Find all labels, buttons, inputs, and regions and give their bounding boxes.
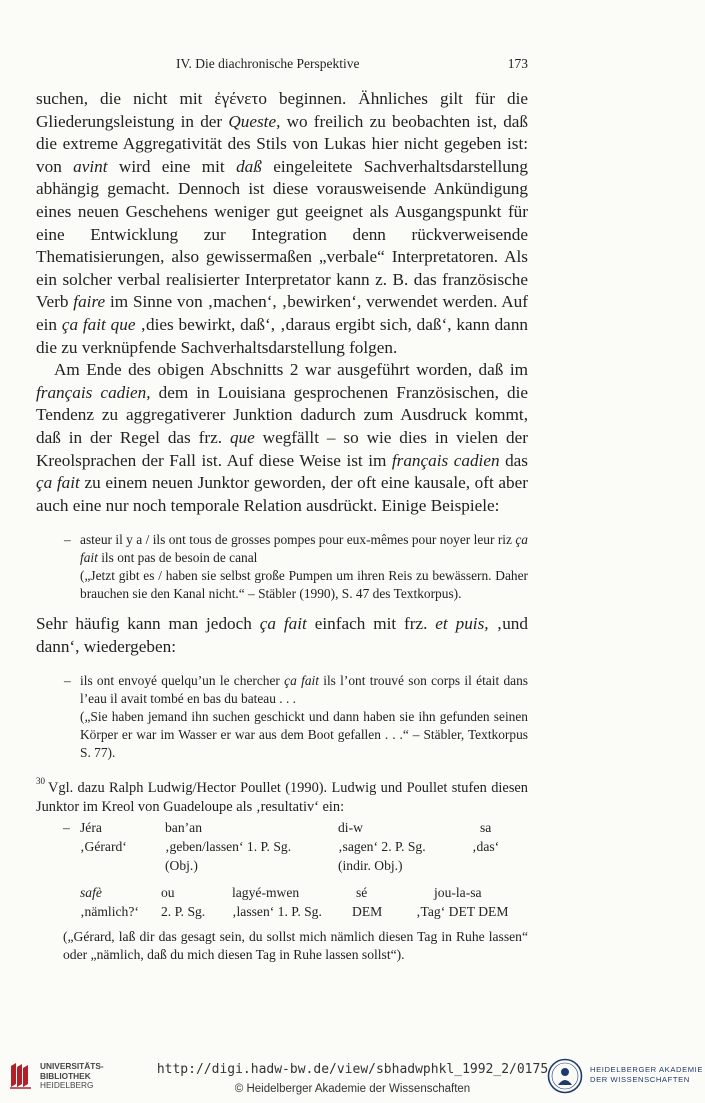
text-run: asteur il y a / ils ont tous de grosses pompes pour eux-mêmes pour noyer leur riz [80,532,516,548]
paragraph-3 [36,613,528,658]
italic-run: avint [73,156,108,176]
italic-run: Queste, [228,111,281,131]
gloss-word: sa [480,820,492,836]
page-number: 173 [507,56,528,71]
gloss-word: Jéra [80,820,102,836]
library-line: UNIVERSITÄTS- [40,1061,104,1071]
source-url-link[interactable]: http://digi.hadw-bw.de/view/sbhadwphkl_1992_2/0175 [156,1062,549,1077]
academy-line: HEIDELBERGER AKADEMIE [590,1065,704,1074]
gloss-label: ‚nämlich?‘ [80,904,139,920]
italic-run: ça fait [36,473,80,493]
copyright-notice: © Heidelberger Akademie der Wissenschaften [234,1083,471,1095]
gloss-word: di-w [338,820,363,836]
italic-run: ça fait [284,673,319,689]
example-2-translation: („Sie haben jemand ihn suchen geschickt und dann haben sie ihn gefunden seinen Körper er war im Wasser er war aus dem Boot gefallen . . .“ – Stäbler, Textkorpus S. 77). [80,709,528,761]
text-run: ‚und dann‘, wiedergeben: [36,614,528,656]
text-run: das [499,450,528,470]
footnote-text-block [36,774,528,816]
paragraph-1 [36,88,528,359]
footnote-translation: („Gérard, laß dir das gesagt sein, du sollst mich nämlich diesen Tag in Ruhe lassen“ oder „nämlich, daß du mich diesen Tag in Ruhe lassen sollst“). [63,929,528,963]
italic-run: ça fait que [61,314,136,334]
footnote-number: 30 [36,776,45,787]
text-run: ils l’ont trouvé son corps il était dans l’eau il avait tombé en bas du bateau . . . [80,673,529,707]
text-run: suchen, die nicht mit [36,89,215,108]
gloss-label: ‚sagen‘ 2. P. Sg. [338,839,426,855]
gloss-1-words [36,819,528,838]
gloss-dash: – [63,820,70,836]
italic-run: ça fait [80,532,528,566]
italic-run: et puis, [435,614,489,634]
text-run: Am Ende des obigen Abschnitts 2 war ausgeführt worden, daß im [54,360,528,380]
text-run: ‚dies bewirkt, daß‘, ‚daraus ergibt sich, daß‘, kann dann die zu verknüpfende Sachverhaltsdarstellung folgen. [36,314,529,357]
chapter-title: IV. Die diachronische Perspektive [176,56,360,71]
text-run: zu einem neuen Junktor geworden, der oft eine kausale, oft aber auch eine nur noch temporale Relation ausdrückt. Einige Beispiele: [36,473,528,515]
example-dash: – [64,532,71,548]
example-dash: – [64,673,71,689]
italic-run: ça fait [259,614,307,634]
text-run: wegfällt – so wie dies in vielen der Kreolsprachen der Fall ist. Auf diese Weise ist im [36,427,528,470]
gloss-label: DEM [352,904,383,920]
gloss-1-glosses [36,838,528,857]
italic-run: français cadien [391,450,500,470]
text-run: Sehr häufig kann man jedoch [36,614,260,634]
gloss-word: ou [161,885,175,901]
gloss-word: ban’an [165,820,202,836]
example-1-text [80,531,528,567]
gloss-word: lagyé-mwen [232,885,300,901]
library-line: BIBLIOTHEK [40,1070,91,1081]
academy-line: DER WISSENSCHAFTEN [590,1075,690,1084]
footnote-text: Vgl. dazu Ralph Ludwig/Hector Poullet (1990). Ludwig und Poullet stufen diesen Junktor im Kreol von Guadeloupe als ‚resultativ‘ ein: [36,780,528,815]
gloss-label: ‚das‘ [472,839,500,855]
example-2 [36,672,528,762]
gloss-2-words [36,884,528,903]
text-run: ἐγένετο [214,89,267,108]
text-run: wo freilich zu beobachten ist, daß die extreme Aggregativität des Stils von Lukas hier nicht gegeben ist: von [36,111,529,176]
example-1-translation: („Jetzt gibt es / haben sie selbst große Pumpen um ihren Reis zu bewässern. Daher brauchen sie den Kanal nicht.“ – Stäbler (1990), S. 47 des Textkorpus). [80,568,528,602]
gloss-label: 2. P. Sg. [161,904,206,920]
gloss-word: jou-la-sa [434,885,482,901]
text-run: dem in Louisiana gesprochenen Französischen, die Tendenz zu aggregativerer Junktion dadurch zum Ausdruck kommt, daß in der Regel das frz. [36,382,528,447]
text-run: wird eine mit [107,156,237,176]
paragraph-2 [36,359,528,517]
gloss-label: ‚lassen‘ 1. P. Sg. [232,904,322,920]
italic-run: daß [236,156,262,176]
footnote-30 [36,774,528,964]
text-run: einfach mit frz. [306,614,436,634]
page-footer [0,1050,705,1103]
gloss-label: (indir. Obj.) [338,858,403,874]
text-run: eingeleitete Sachverhaltsdarstellung abhängig gemacht. Dennoch ist diese vorausweisende Ankündigung eines neuen Geschehens weniger gut geeignet als Ausgangspunkt für eine Entwicklung zur Integration denn rückverweisende Thematisierungen, also gewissermaßen „verbale“ Interpretatoren. Als ein solcher verbal realisierter Interpretator kann z. B. das französische Verb [36,156,528,312]
italic-run: faire [73,292,106,312]
gloss-label: ‚geben/lassen‘ 1. P. Sg. [165,839,292,855]
gloss-1-extra [36,857,528,876]
academy-seal-icon [547,1058,583,1094]
main-text [36,88,528,964]
example-1 [36,531,528,603]
gloss-label: (Obj.) [165,858,198,874]
text-run: ils ont envoyé quelqu’un le chercher [80,673,285,689]
gloss-word: sé [356,885,368,901]
gloss-label: ‚Tag‘ DET DEM [416,904,509,920]
text-run: beginnen. Ähnliches gilt für die Gliederungsleistung in der [36,89,528,131]
library-line: HEIDELBERG [40,1080,94,1090]
gloss-word: safè [80,885,102,901]
text-run: im Sinne von ‚machen‘, ‚bewirken‘, verwendet werden. Auf ein [36,292,528,334]
text-run: ils ont pas de besoin de canal [97,550,258,566]
academy-name [590,1065,703,1085]
gloss-2-glosses [36,903,528,922]
gloss-label: ‚Gérard‘ [80,839,127,855]
italic-run: que [229,427,255,447]
italic-run: français cadien, [36,382,151,402]
example-2-text [80,672,528,708]
